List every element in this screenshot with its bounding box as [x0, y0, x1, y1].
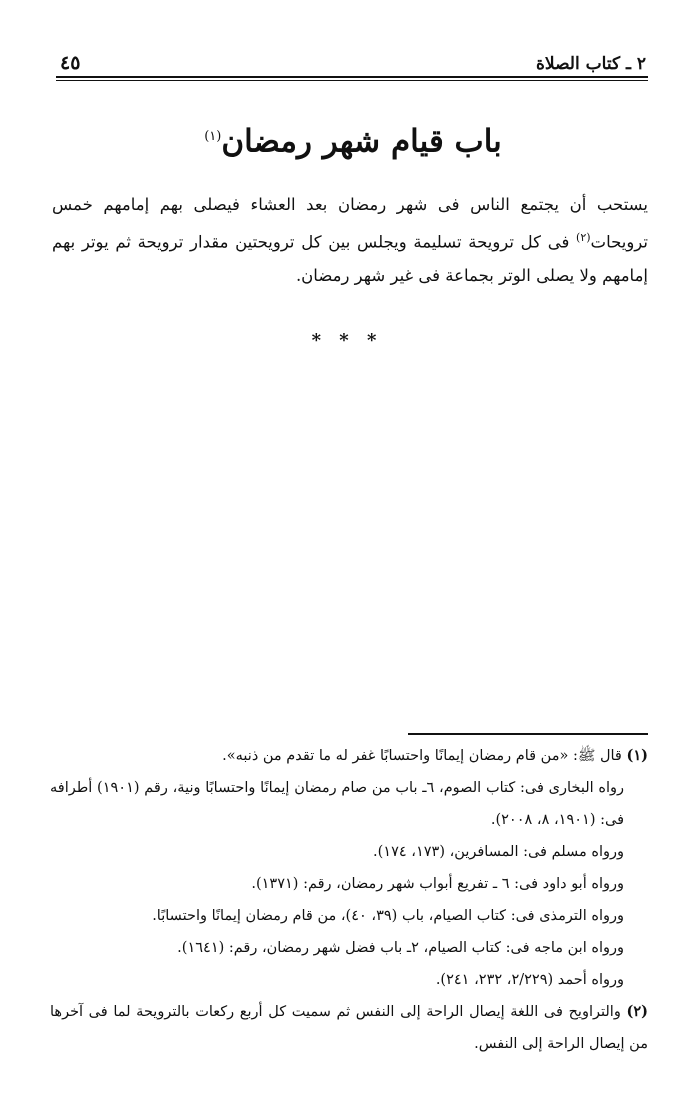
section-separator: * * * — [311, 330, 383, 351]
footnote-citation: رواه البخارى فى: كتاب الصوم، ٦ـ باب من صام رمضان إيمانًا واحتسابًا ونية، رقم (١٩٠١) أطرافه فى: (١٩٠١، ٨، ٢٠٠٨). — [50, 780, 625, 828]
body-text-part2: فى كل ترويحة تسليمة ويجلس بين كل ترويحتين مقدار ترويحة ثم يوتر بهم إمامهم ولا يصلى الوتر بجماعة فى غير شهر رمضان. — [52, 232, 648, 285]
header-rule — [56, 76, 648, 81]
footnote-text: والتراويح فى اللغة إيصال الراحة إلى النفس ثم سميت كل أربع ركعات بالترويحة لما فى آخرها من إيصال الراحة إلى النفس. — [50, 1004, 648, 1052]
footnote-citation: ورواه الترمذى فى: كتاب الصيام، باب (٣٩، ٤٠)، من قام رمضان إيمانًا واحتسابًا. — [152, 908, 624, 924]
chapter-title — [60, 112, 646, 166]
footnote-citation: ورواه أبو داود فى: ٦ ـ تفريع أبواب شهر رمضان، رقم: (١٣٧١). — [251, 876, 624, 892]
footnotes — [50, 740, 648, 1060]
chapter-note-ref: (١) — [204, 129, 222, 144]
footnote-text: قال ﷺ: «من قام رمضان إيمانًا واحتسابًا غفر له ما تقدم من ذنبه». — [222, 748, 622, 764]
footnote-number: (٢) — [626, 1003, 648, 1020]
footnote-number: (١) — [626, 747, 648, 764]
page-number: ٤٥ — [60, 52, 81, 74]
footnote-citation: ورواه ابن ماجه فى: كتاب الصيام، ٢ـ باب فضل شهر رمضان، رقم: (١٦٤١). — [177, 940, 624, 956]
footnote-citation: ورواه مسلم فى: المسافرين، (١٧٣، ١٧٤). — [373, 844, 624, 860]
footnote-citation: ورواه أحمد (٢/٢٢٩، ٢٣٢، ٢٤١). — [435, 972, 624, 988]
footnote-2 — [50, 996, 648, 1060]
page-header — [60, 44, 646, 74]
body-note-ref: (٢) — [576, 231, 591, 244]
footnote-1 — [50, 740, 648, 772]
body-paragraph — [52, 188, 648, 292]
running-head: ٢ ـ كتاب الصلاة — [536, 54, 646, 74]
footnote-rule — [408, 733, 648, 735]
body-text-part1: يستحب أن يجتمع الناس فى شهر رمضان بعد العشاء فيصلى بهم إمامهم خمس ترويحات — [52, 195, 648, 252]
chapter-title-text: باب قيام شهر رمضان — [221, 123, 502, 160]
